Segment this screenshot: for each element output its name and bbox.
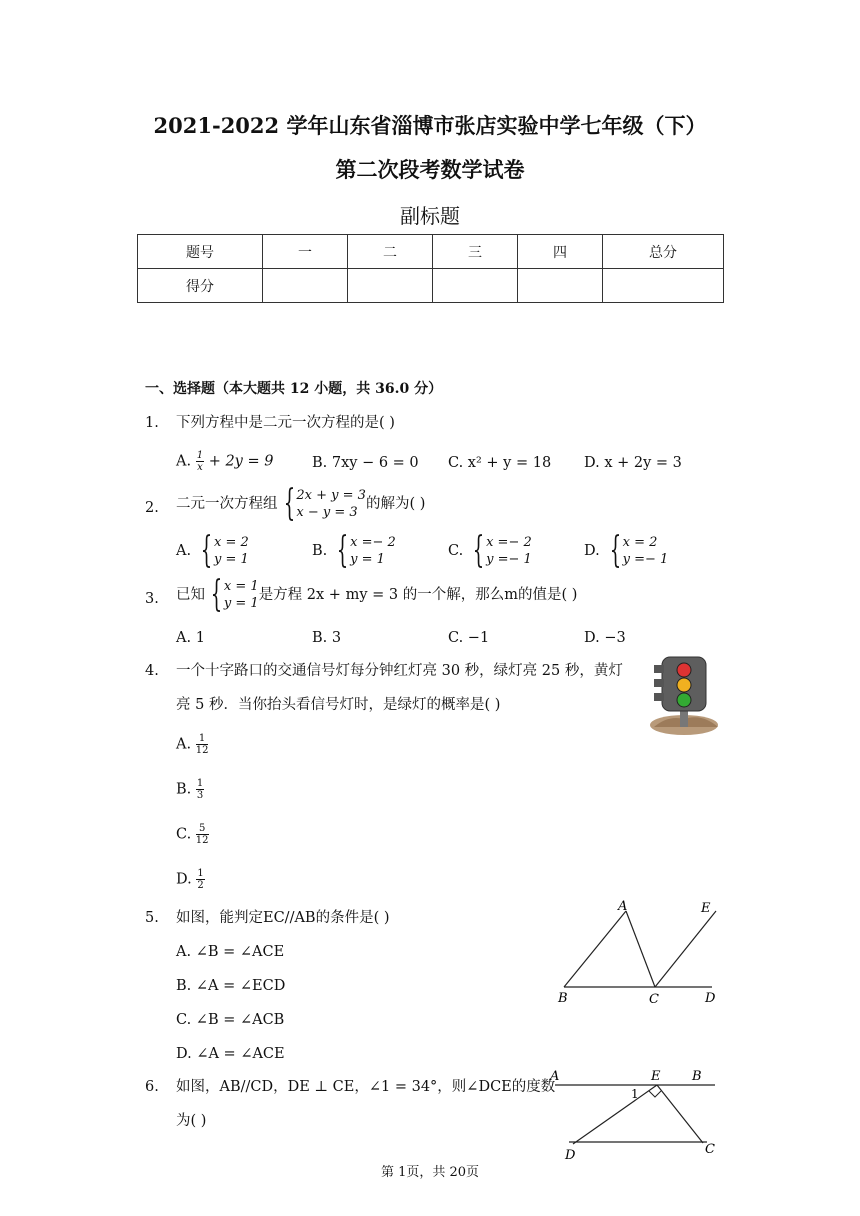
question-text-part: 已知	[176, 587, 205, 603]
option-b: B. 7xy − 6 = 0	[312, 455, 419, 471]
score-header-cell: 题号	[138, 235, 263, 269]
point-label: A	[618, 899, 628, 914]
score-cell	[263, 269, 348, 303]
score-cell	[348, 269, 433, 303]
question-text	[176, 574, 578, 615]
option-b: B. { x =− 2 y = 1	[312, 530, 396, 571]
option-c: C. $\frac{5}{12}$	[176, 823, 209, 846]
equation-system: { x = 1 y = 1	[210, 574, 259, 615]
option-d: D. $\frac{1}{2}$	[176, 868, 204, 891]
score-cell	[518, 269, 603, 303]
geometry-figure-5	[550, 895, 725, 1010]
question-number: 2.	[145, 500, 159, 516]
page-footer: 第 1页，共 20页	[380, 1165, 480, 1180]
option-label: A.	[176, 453, 192, 470]
subtitle: 副标题	[400, 204, 460, 228]
question-number: 4.	[145, 663, 159, 679]
option-b: B. $\frac{1}{3}$	[176, 778, 204, 801]
angle-label: 1	[631, 1087, 639, 1101]
score-header-cell: 四	[518, 235, 603, 269]
point-label: C	[705, 1142, 715, 1157]
score-header-cell: 总分	[603, 235, 724, 269]
question-text: 如图，能判定EC//AB的条件是( )	[176, 910, 390, 926]
option-d: D. { x = 2 y =− 1	[584, 530, 669, 571]
equation-system: { 2x + y = 3 x − y = 3	[283, 483, 366, 524]
point-label: E	[701, 901, 711, 916]
section-heading: 一、选择题（本大题共 12 小题，共 36.0 分）	[145, 381, 443, 397]
score-header-cell: 三	[433, 235, 518, 269]
score-table-header-row	[138, 235, 724, 269]
geometry-figure-6	[545, 1065, 725, 1165]
point-label: C	[649, 992, 659, 1007]
score-cell	[433, 269, 518, 303]
option-b: B. ∠A = ∠ECD	[176, 978, 286, 994]
option-d: D. −3	[584, 630, 626, 646]
score-header-cell: 一	[263, 235, 348, 269]
question-text-line: 亮 5 秒．当你抬头看信号灯时，是绿灯的概率是( )	[176, 697, 501, 713]
option-a: A. $\frac{1}{12}$	[176, 733, 209, 756]
question-text-line: 一个十字路口的交通信号灯每分钟红灯亮 30 秒，绿灯亮 25 秒，黄灯	[176, 663, 623, 679]
fraction: $\frac{1}{x}$	[196, 450, 204, 473]
option-a	[176, 450, 273, 473]
score-table	[137, 234, 724, 303]
option-a: A. 1	[176, 630, 205, 646]
score-table-score-row	[138, 269, 724, 303]
question-number: 3.	[145, 591, 159, 607]
question-text	[176, 483, 426, 524]
point-label: D	[705, 991, 716, 1006]
title-line-1: 2021-2022 学年山东省淄博市张店实验中学七年级（下）	[153, 113, 707, 138]
question-text-part: 二元一次方程组	[176, 496, 278, 512]
point-label: A	[550, 1069, 560, 1084]
question-text-line: 如图，AB//CD，DE ⊥ CE，∠1 = 34°，则∠DCE的度数	[176, 1079, 556, 1095]
question-text-part: 的解为( )	[365, 496, 426, 512]
score-header-cell: 二	[348, 235, 433, 269]
option-text: + 2y = 9	[208, 453, 274, 470]
question-text: 下列方程中是二元一次方程的是( )	[176, 415, 395, 431]
score-row-label: 得分	[138, 269, 263, 303]
point-label: E	[651, 1069, 661, 1084]
question-number: 1.	[145, 415, 159, 431]
score-cell	[603, 269, 724, 303]
option-c: C. { x =− 2 y =− 1	[448, 530, 532, 571]
point-label: D	[565, 1148, 576, 1163]
question-number: 5.	[145, 910, 159, 926]
option-c: C. x² + y = 18	[448, 455, 552, 471]
option-a: A. ∠B = ∠ACE	[176, 944, 285, 960]
question-text-part: 是方程 2x + my = 3 的一个解，那么m的值是( )	[258, 587, 578, 603]
option-c: C. ∠B = ∠ACB	[176, 1012, 285, 1028]
option-d: D. ∠A = ∠ACE	[176, 1046, 285, 1062]
point-label: B	[558, 991, 568, 1006]
title-line-2: 第二次段考数学试卷	[335, 157, 525, 182]
option-d: D. x + 2y = 3	[584, 455, 682, 471]
option-a: A. { x = 2 y = 1	[176, 530, 249, 571]
question-number: 6.	[145, 1079, 159, 1095]
option-b: B. 3	[312, 630, 342, 646]
point-label: B	[692, 1069, 702, 1084]
traffic-light-illustration	[648, 655, 722, 737]
question-text-line: 为( )	[176, 1113, 207, 1129]
option-c: C. −1	[448, 630, 490, 646]
